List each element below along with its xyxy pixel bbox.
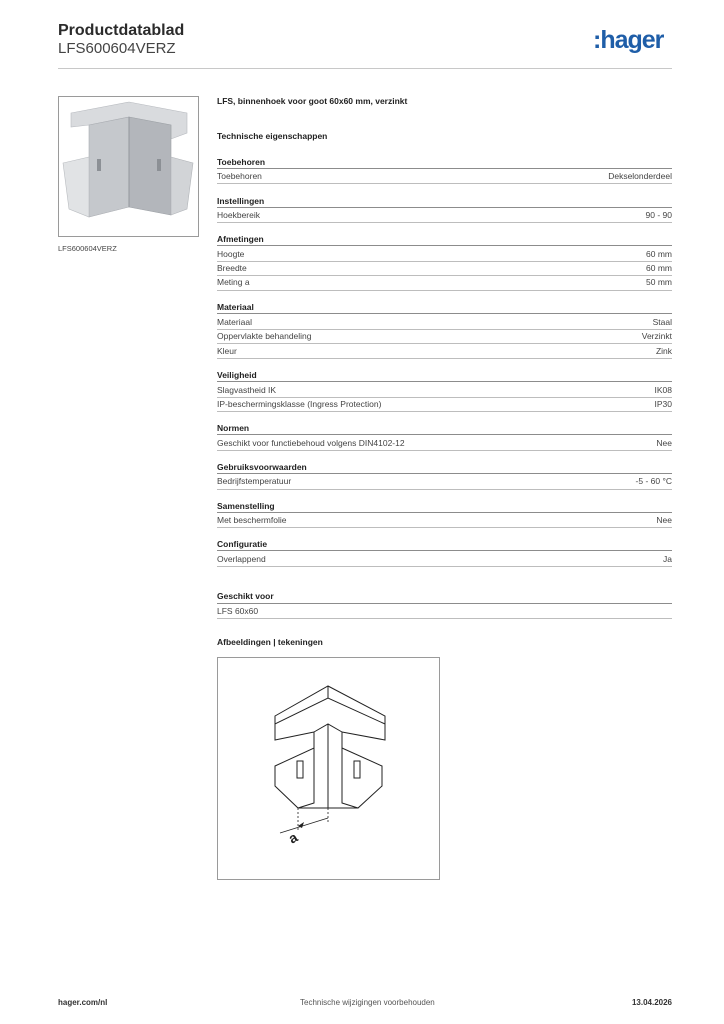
inner-corner-drawing-icon [218, 658, 439, 879]
spec-value: Zink [655, 346, 672, 356]
spec-label: Hoogte [217, 249, 245, 259]
spec-label: Oppervlakte behandeling [217, 331, 312, 341]
spec-row [217, 513, 672, 527]
spec-row [217, 261, 672, 275]
section-title: Normen [217, 423, 250, 433]
spec-value: IK08 [654, 385, 672, 395]
suitable-title: Geschikt voor [217, 591, 274, 601]
spec-label: Met beschermfolie [217, 515, 287, 525]
spec-row [217, 315, 672, 329]
row-rule [217, 183, 672, 184]
section-rule [217, 434, 672, 435]
spec-label: IP-beschermingsklasse (Ingress Protection) [217, 399, 382, 409]
section-title: Samenstelling [217, 501, 275, 511]
images-heading: Afbeeldingen | tekeningen [217, 637, 323, 647]
product-photo-caption: LFS600604VERZ [58, 244, 117, 253]
spec-value: 90 - 90 [645, 210, 672, 220]
spec-value: IP30 [654, 399, 672, 409]
row-rule [217, 411, 672, 412]
spec-label: Meting a [217, 277, 250, 287]
technical-heading: Technische eigenschappen [217, 131, 328, 141]
section-rule [217, 550, 672, 551]
spec-row [217, 329, 672, 343]
spec-label: Geschikt voor functiebehoud volgens DIN4102-12 [217, 438, 405, 448]
spec-row [217, 208, 672, 222]
spec-row [217, 397, 672, 411]
row-rule [217, 489, 672, 490]
spec-label: Bedrijfstemperatuur [217, 476, 292, 486]
spec-value: Ja [663, 554, 672, 564]
section-title: Gebruiksvoorwaarden [217, 462, 307, 472]
inner-corner-photo-icon [59, 97, 198, 236]
spec-value: Staal [652, 317, 672, 327]
spec-row [217, 275, 672, 289]
spec-row [217, 247, 672, 261]
spec-value: -5 - 60 °C [635, 476, 672, 486]
hager-logo [593, 26, 663, 55]
section-title: Veiligheid [217, 370, 257, 380]
spec-row [217, 474, 672, 488]
section-title: Configuratie [217, 539, 268, 549]
spec-value: Nee [656, 438, 672, 448]
page-title: Productdatablad [58, 22, 185, 39]
technical-drawing [217, 657, 440, 880]
spec-label: Kleur [217, 346, 237, 356]
section-rule [217, 381, 672, 382]
logo-text: :hager [593, 26, 664, 54]
spec-value: Verzinkt [641, 331, 672, 341]
row-rule [217, 450, 672, 451]
spec-value: Dekselonderdeel [608, 171, 672, 181]
spec-row [217, 436, 672, 450]
suitable-value: LFS 60x60 [217, 606, 259, 616]
footer-website[interactable]: hager.com/nl [58, 998, 108, 1007]
spec-row [217, 552, 672, 566]
footer-date: 13.04.2026 [631, 998, 672, 1007]
spec-label: Materiaal [217, 317, 252, 327]
spec-label: Hoekbereik [217, 210, 260, 220]
spec-label: Slagvastheid IK [217, 385, 277, 395]
row-rule [217, 618, 672, 619]
spec-value: 60 mm [646, 263, 672, 273]
footer-disclaimer: Technische wijzigingen voorbehouden [300, 998, 435, 1007]
dimension-a-label: a [285, 828, 301, 847]
row-rule [217, 358, 672, 359]
spec-value: 50 mm [646, 277, 672, 287]
row-rule [217, 566, 672, 567]
spec-row [217, 169, 672, 183]
product-description: LFS, binnenhoek voor goot 60x60 mm, verzinkt [217, 96, 408, 106]
section-rule [217, 245, 672, 246]
suitable-row [217, 604, 672, 618]
spec-label: Overlappend [217, 554, 266, 564]
spec-row [217, 383, 672, 397]
section-title: Afmetingen [217, 234, 264, 244]
spec-row [217, 344, 672, 358]
spec-value: 60 mm [646, 249, 672, 259]
row-rule [217, 527, 672, 528]
row-rule [217, 290, 672, 291]
spec-label: Toebehoren [217, 171, 262, 181]
product-photo [58, 96, 199, 237]
header-divider [58, 68, 672, 69]
section-rule [217, 313, 672, 314]
row-rule [217, 222, 672, 223]
section-title: Instellingen [217, 196, 265, 206]
section-title: Toebehoren [217, 157, 266, 167]
spec-label: Breedte [217, 263, 247, 273]
product-code: LFS600604VERZ [58, 40, 176, 57]
section-title: Materiaal [217, 302, 254, 312]
spec-value: Nee [656, 515, 672, 525]
